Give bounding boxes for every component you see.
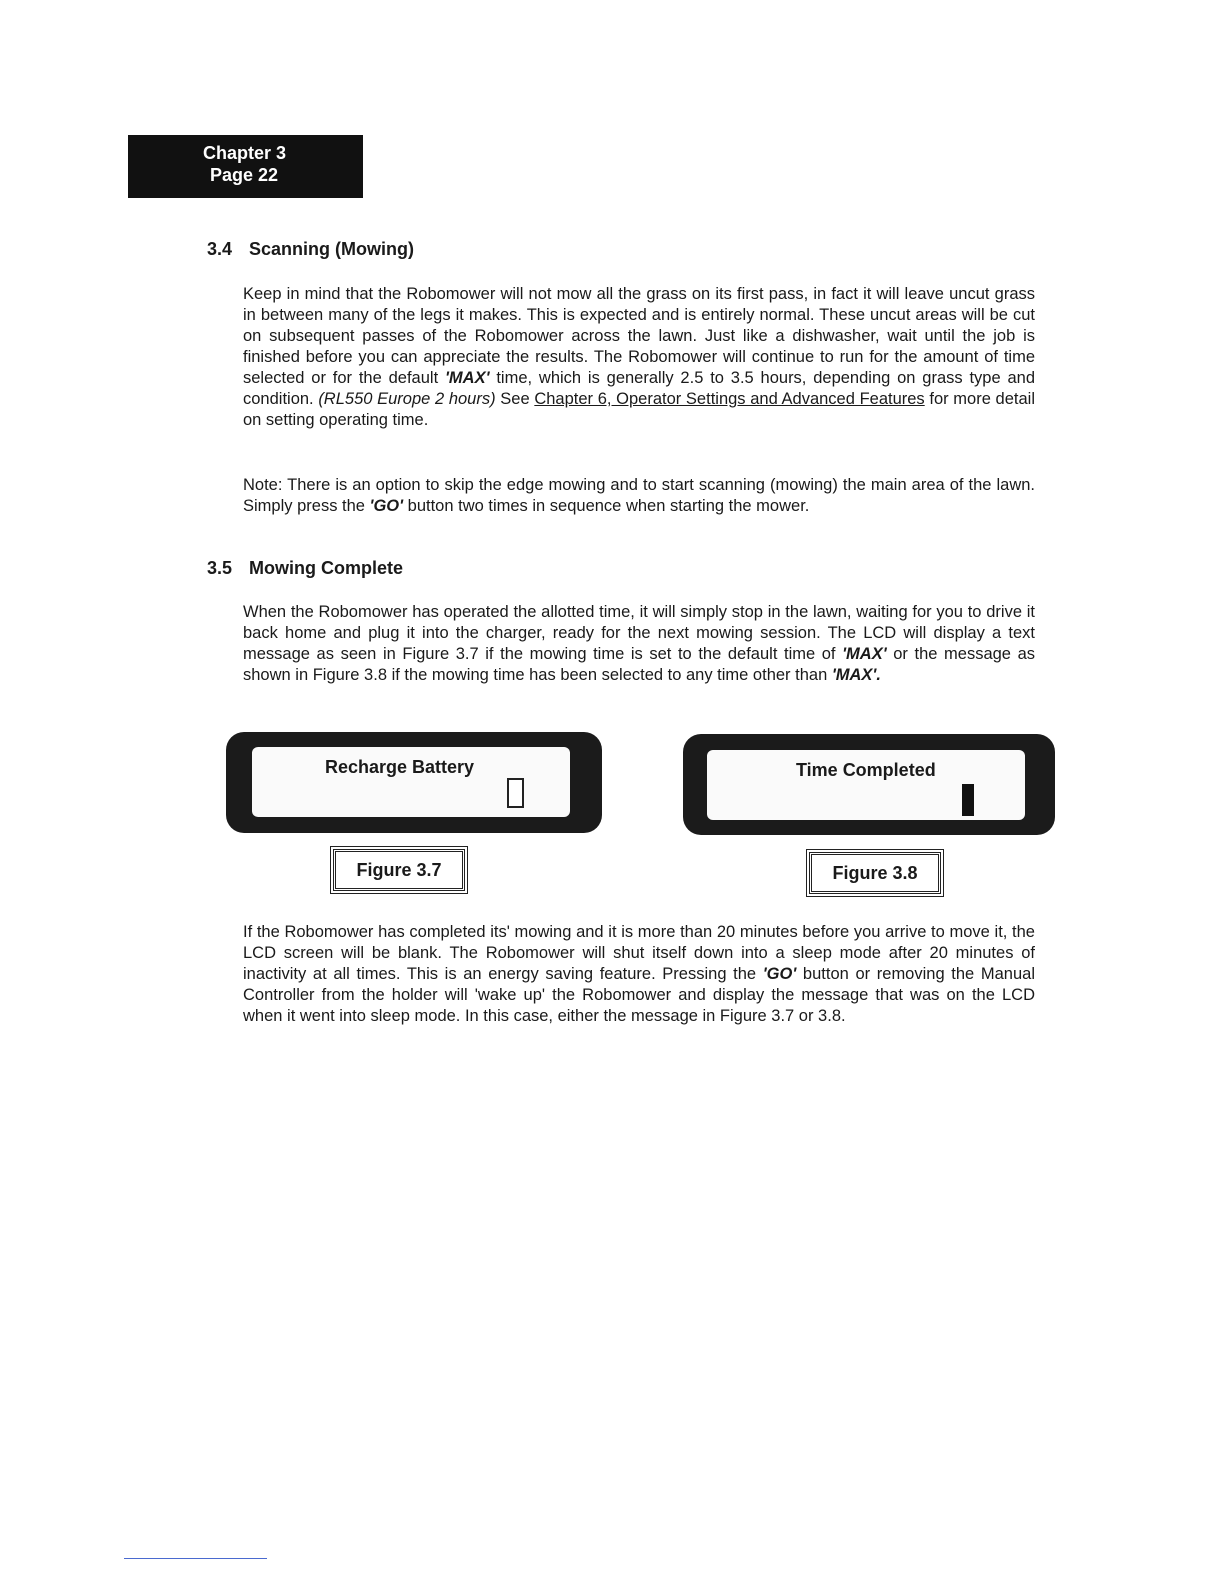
lcd-message: Time Completed	[796, 760, 936, 780]
figure-caption-text: Figure 3.8	[832, 863, 918, 883]
text-run: time, which is generally 2.5 to 3.5 hours, depending on grass type and condition.	[243, 369, 1036, 408]
lcd-cursor-empty-icon	[507, 778, 524, 808]
section-number: 3.5	[207, 558, 233, 578]
chapter-6-link[interactable]: Chapter 6, Operator Settings and Advanced Features	[534, 390, 925, 408]
figure-caption-text: Figure 3.7	[356, 860, 442, 880]
lcd-display-figure-3-7	[226, 732, 602, 833]
europe-note: (RL550 Europe 2 hours)	[318, 390, 496, 408]
paragraph-mowing-complete	[243, 602, 1035, 686]
emphasis-go: 'GO'	[762, 965, 797, 983]
lcd-display-figure-3-8	[683, 734, 1055, 835]
text-run: If the Robomower has completed its' mowing and it is more than 20 minutes before you arrive to move it, the LCD screen will be blank. The Robomower will shut itself down into a sleep mode after 20 minutes of inactivity at all times. This is an energy saving feature. Pressing the	[243, 923, 1035, 983]
paragraph-scanning	[243, 284, 1035, 431]
emphasis-max: 'MAX'	[842, 645, 887, 663]
emphasis-max: 'MAX'.	[831, 666, 881, 684]
chapter-label: Chapter 3	[203, 143, 287, 163]
text-run: for more detail on setting operating time.	[243, 390, 1036, 429]
section-heading-3-4	[207, 239, 414, 260]
lcd-message: Recharge Battery	[325, 757, 475, 777]
text-run: When the Robomower has operated the allotted time, it will simply stop in the lawn, waiting for you to drive it back home and plug it into the charger, ready for the next mowing session. The LCD will display a text message as seen in Figure 3.7 if the mowing time is set to the default time of	[243, 603, 1035, 663]
lcd-cursor-filled-icon	[962, 784, 974, 816]
lcd-screen	[707, 750, 1025, 820]
text-run: Keep in mind that the Robomower will not mow all the grass on its first pass, in fact it will leave uncut grass in between many of the legs it makes. This is expected and is entirely normal. These uncut areas will be cut on subsequent passes of the Robomower across the lawn. Just like a dishwasher, wait until the job is finished before you can appreciate the results. The Robomower will continue to run for the amount of time selected or for the default	[243, 285, 1035, 387]
section-title: Mowing Complete	[249, 558, 403, 578]
emphasis-go: 'GO'	[369, 497, 404, 515]
text-run: See	[495, 390, 535, 408]
figure-caption-3-7	[333, 849, 465, 891]
lcd-screen	[252, 747, 570, 817]
page-label: Page 22	[210, 165, 279, 185]
text-run: or the message as shown in Figure 3.8 if the mowing time has been selected to any time other than	[243, 645, 1036, 684]
text-run: button or removing the Manual Controller from the holder will 'wake up' the Robomower and display the message that was on the LCD when it went into sleep mode. In this case, either the message in Figure 3.7 or 3.8.	[243, 965, 1035, 1025]
chapter-header-box	[128, 135, 363, 198]
section-title: Scanning (Mowing)	[249, 239, 414, 259]
figure-caption-3-8	[809, 852, 941, 894]
section-heading-3-5	[207, 558, 403, 579]
paragraph-sleep-mode	[243, 922, 1035, 1027]
paragraph-note	[243, 475, 1035, 517]
section-number: 3.4	[207, 239, 233, 259]
text-run: button two times in sequence when starting the mower.	[403, 497, 810, 515]
footer-rule	[124, 1558, 267, 1559]
text-run: Note: There is an option to skip the edge mowing and to start scanning (mowing) the main area of the lawn. Simply press the	[243, 476, 1035, 515]
emphasis-max: 'MAX'	[444, 369, 490, 387]
